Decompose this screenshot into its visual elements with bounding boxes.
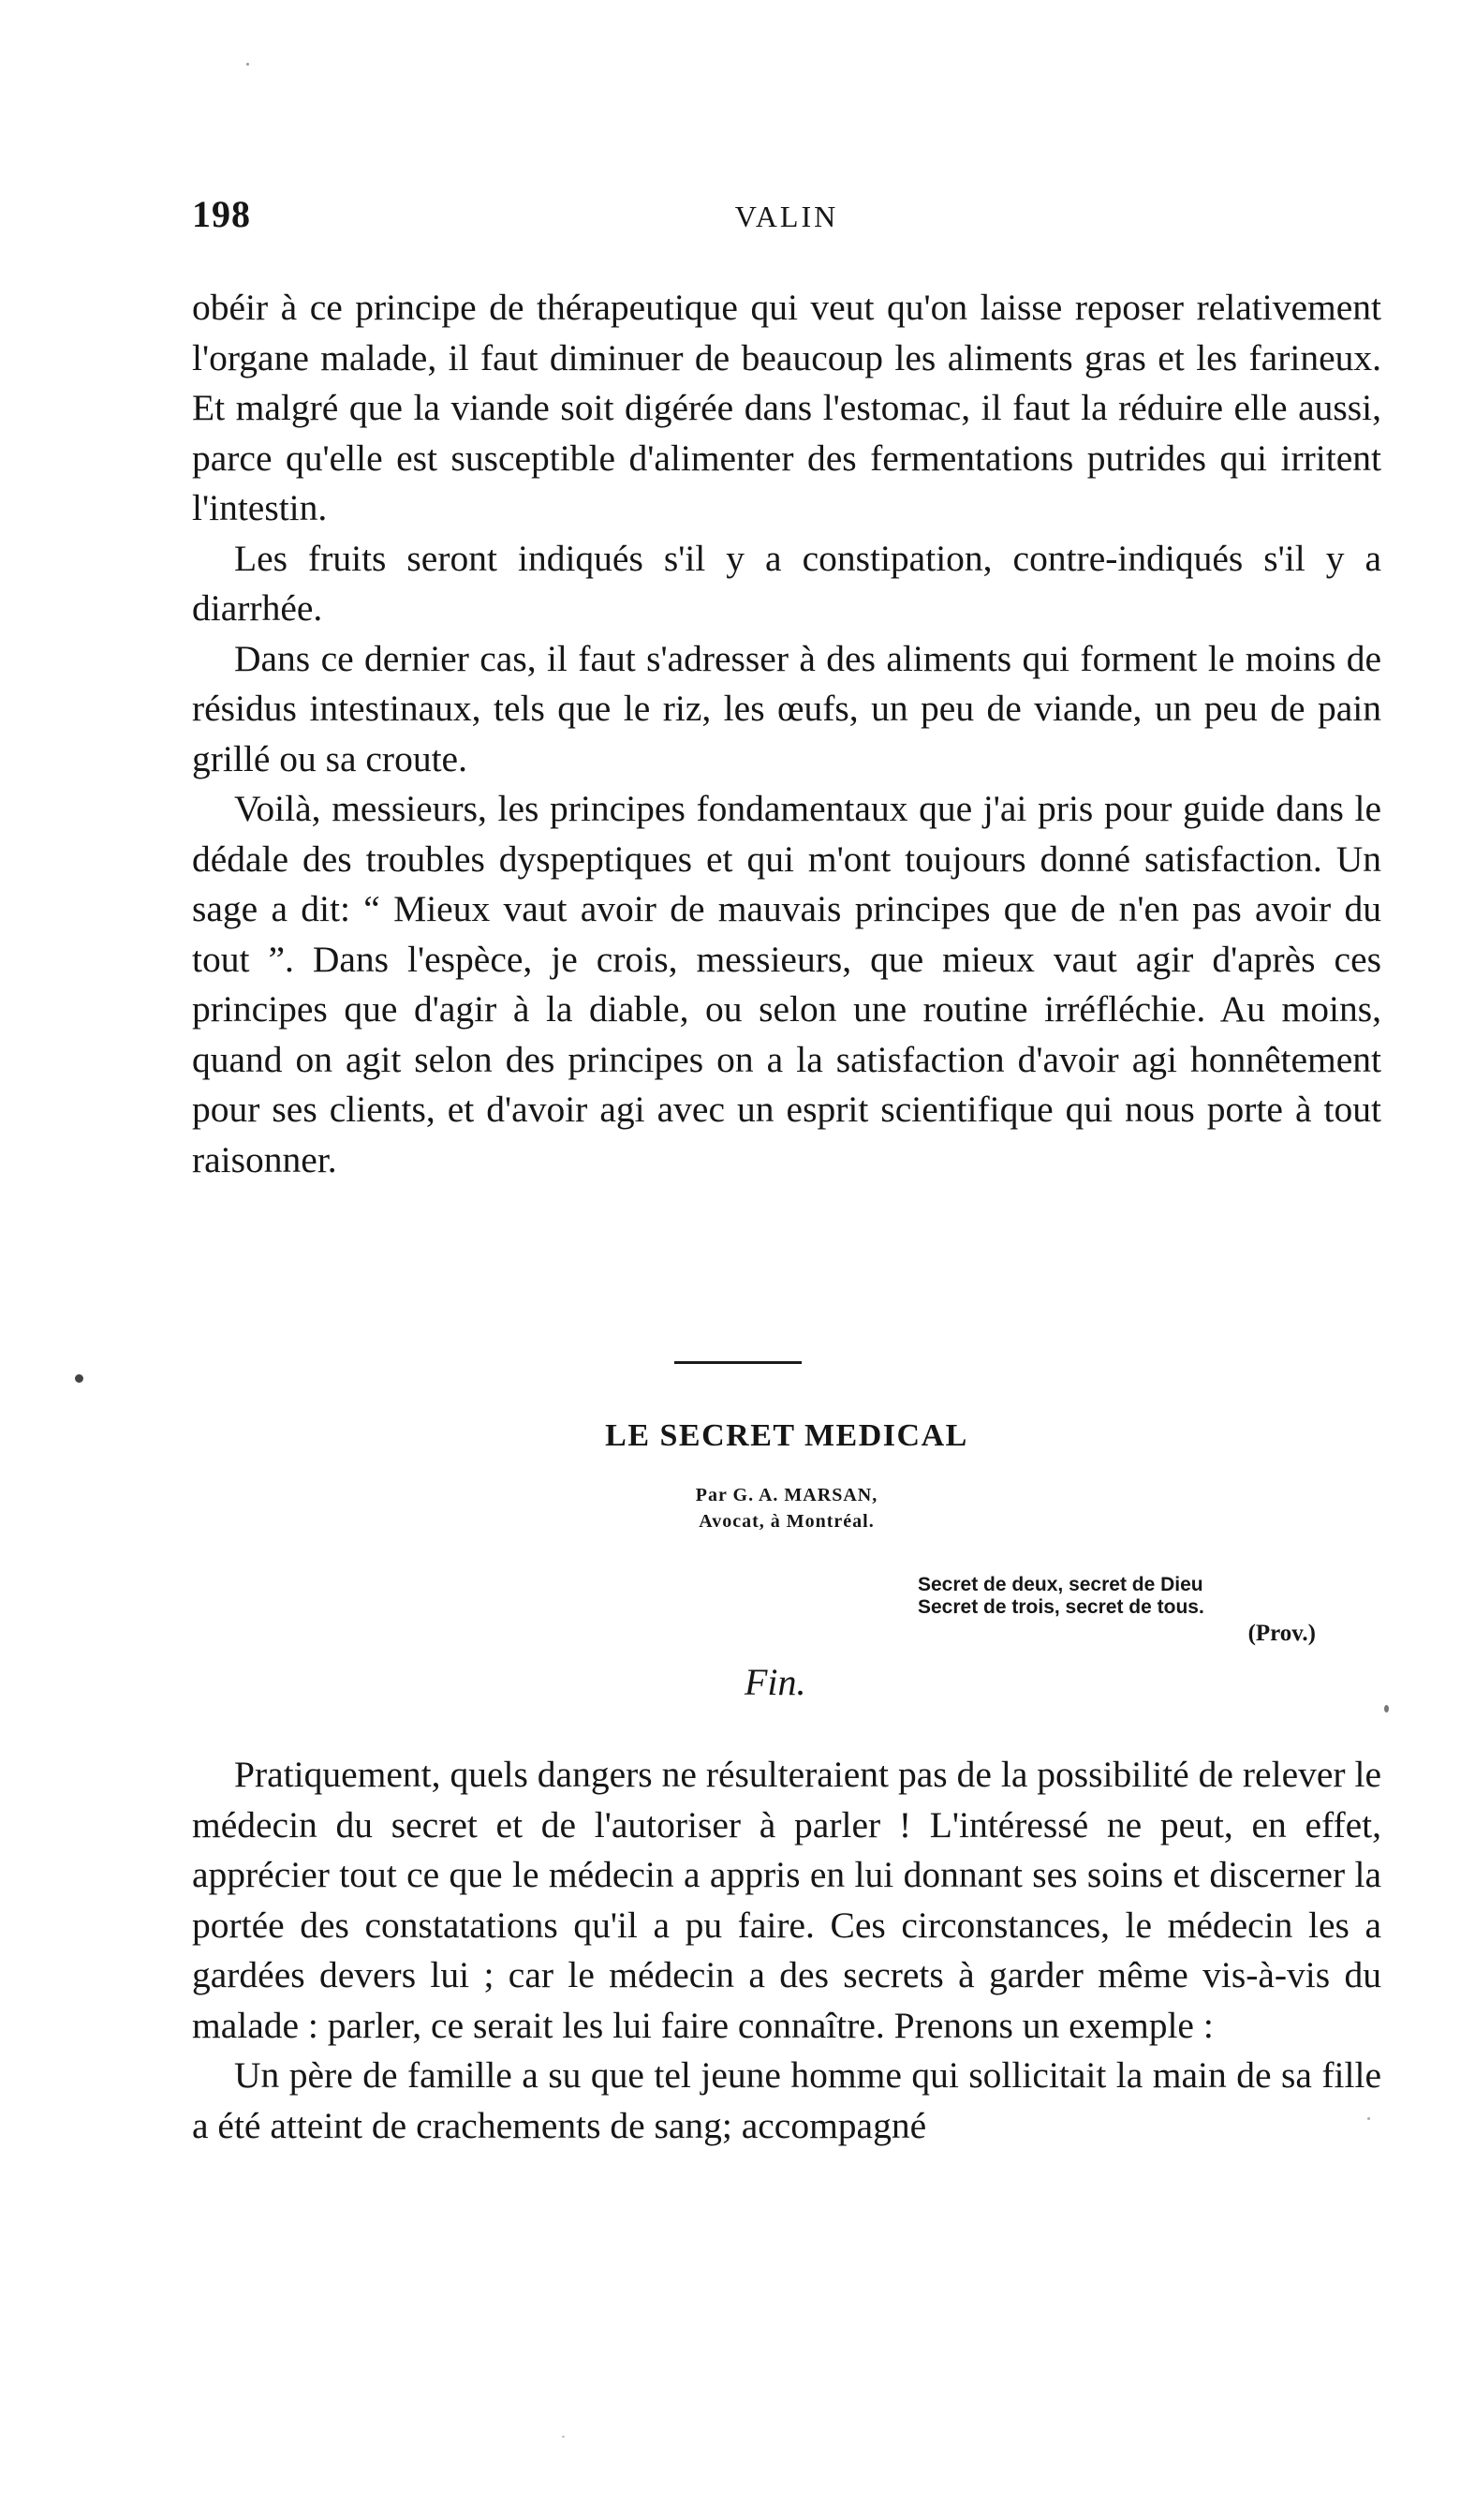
part-label: Fin.: [745, 1661, 806, 1703]
scan-speck: [75, 1374, 83, 1383]
epigraph-line: Secret de trois, secret de tous.: [918, 1596, 1204, 1618]
page-header: [192, 192, 1381, 248]
epigraph-source: (Prov.): [1247, 1621, 1316, 1646]
paragraph: Voilà, messieurs, les principes fondamentaux que j'ai pris pour guide dans le dédale des troubles dyspeptiques et qui m'ont toujours donné satisfaction. Un sage a dit: “ Mieux vaut avoir de mauvais principes que de n'en pas avoir du tout ”. Dans l'espèce, je crois, messieurs, que mieux vaut agir d'après ces principes que d'agir à la diable, ou selon une routine irréfléchie. Au moins, quand on agit selon des principes on a la satisfaction d'avoir agi honnêtement pour ses clients, et d'avoir agi avec un esprit scientifique qui nous porte à tout raisonner.: [192, 788, 1381, 1180]
running-head: VALIN: [734, 200, 839, 233]
byline-author: Par G. A. MARSAN,: [695, 1485, 878, 1505]
section-divider-rule: [674, 1361, 802, 1364]
epigraph-line: Secret de deux, secret de Dieu: [918, 1574, 1203, 1595]
scan-speck: [1384, 1705, 1389, 1712]
byline-role: Avocat, à Montréal.: [699, 1511, 875, 1532]
body-text-section-2: [192, 1750, 1381, 2151]
article-title: LE SECRET MEDICAL: [605, 1418, 968, 1453]
scan-speck: [562, 2436, 565, 2438]
page-number: 198: [192, 193, 251, 235]
epigraph: [918, 1574, 1349, 1645]
body-text-section-1: [192, 283, 1381, 1185]
paragraph-continued: obéir à ce principe de thérapeutique qui veut qu'on laisse reposer relativement l'organe malade, il faut diminuer de beaucoup les aliments gras et les farineux. Et malgré que la viande soit digérée dans l'estomac, il faut la réduire elle aussi, parce qu'elle est susceptible d'alimenter des fermentations putrides qui irritent l'intestin.: [192, 287, 1381, 528]
scan-speck: [246, 63, 249, 66]
paragraph: Pratiquement, quels dangers ne résulteraient pas de la possibilité de relever le médecin du secret et de l'autoriser à parler ! L'intéressé ne peut, en effet, apprécier tout ce que le médecin a appris en lui donnant ses soins et discerner la portée des constatations qu'il a pu faire. Ces circonstances, le médecin les a gardées devers lui ; car le médecin a des secrets à garder même vis-à-vis du malade : parler, ce serait les lui faire connaître. Prenons un exemple :: [192, 1754, 1381, 2046]
paragraph: Les fruits seront indiqués s'il y a constipation, contre-indiqués s'il y a diarrhée.: [192, 537, 1381, 629]
paragraph: Un père de famille a su que tel jeune homme qui sollicitait la main de sa fille a été atteint de crachements de sang; accompagné: [192, 2054, 1381, 2146]
scan-speck: [1367, 2117, 1370, 2120]
paragraph: Dans ce dernier cas, il faut s'adresser à des aliments qui forment le moins de résidus intestinaux, tels que le riz, les œufs, un peu de viande, un peu de pain grillé ou sa croute.: [192, 637, 1381, 779]
